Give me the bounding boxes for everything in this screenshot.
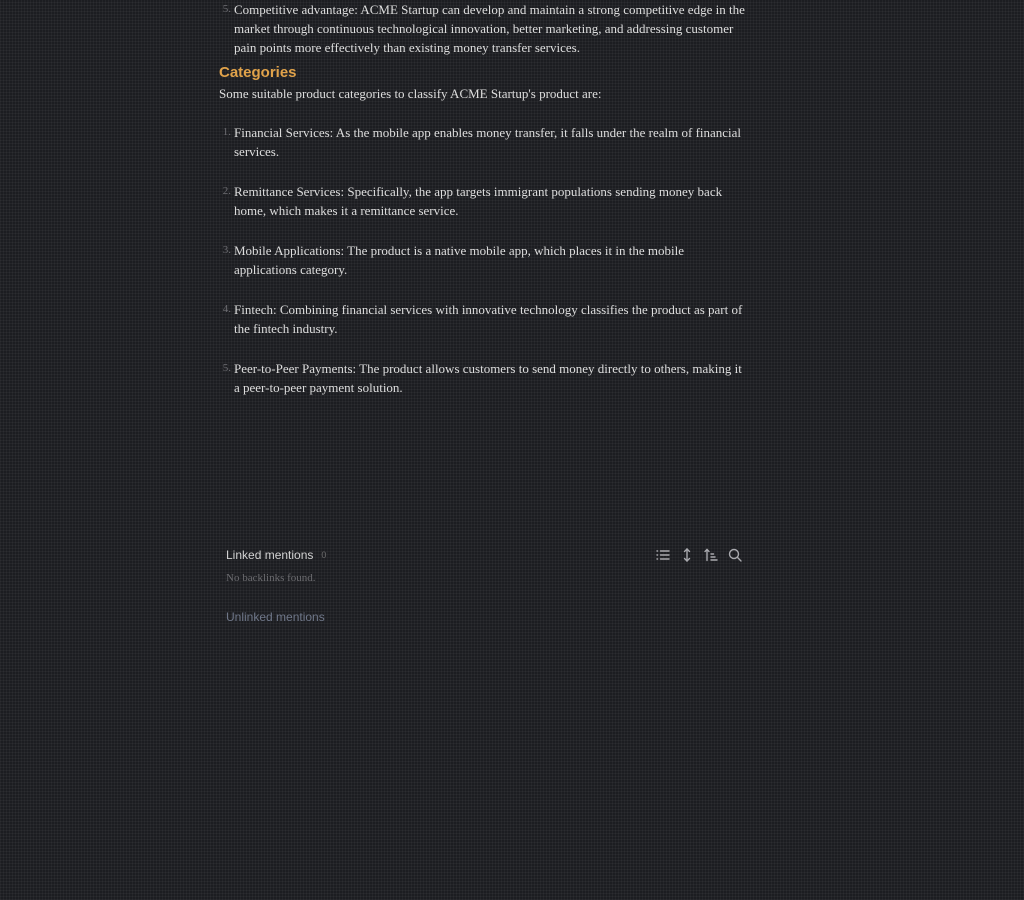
list-item-text: Fintech: Combining financial services with innovative technology classifies the product as part of the fintech industry.: [234, 302, 743, 336]
list-number: 1.: [222, 126, 231, 138]
list-number: 5.: [222, 362, 231, 374]
list-number: 2.: [222, 185, 231, 197]
categories-intro: Some suitable product categories to classify ACME Startup's product are:: [219, 86, 602, 101]
no-backlinks-message: No backlinks found.: [226, 572, 316, 584]
search-icon[interactable]: [726, 546, 744, 564]
list-item-text: Competitive advantage: ACME Startup can develop and maintain a strong competitive edge in the market through continuous technological innovation, better marketing, and addressing customer pain points more effectively than existing money transfer services.: [234, 2, 745, 55]
linked-mentions-title: Linked mentions: [226, 548, 314, 562]
numbered-list: [219, 0, 749, 57]
list-item: [219, 300, 749, 338]
list-icon[interactable]: [654, 546, 672, 564]
linked-mentions-header[interactable]: [226, 540, 744, 570]
list-item: [219, 182, 749, 220]
list-item: [219, 241, 749, 279]
list-item: [219, 0, 749, 57]
list-item-text: Peer-to-Peer Payments: The product allows customers to send money directly to others, making it a peer-to-peer payment solution.: [234, 361, 742, 395]
list-item: [219, 359, 749, 397]
list-number: 5.: [222, 3, 231, 15]
backlinks-pane: [226, 540, 744, 624]
list-item-text: Financial Services: As the mobile app enables money transfer, it falls under the realm of financial services.: [234, 125, 742, 159]
categories-heading: Categories: [219, 64, 297, 81]
unlinked-mentions-toggle[interactable]: Unlinked mentions: [226, 610, 325, 624]
expand-icon[interactable]: [678, 546, 696, 564]
sort-icon[interactable]: [702, 546, 720, 564]
list-number: 3.: [222, 244, 231, 256]
list-number: 4.: [222, 303, 231, 315]
list-item-text: Remittance Services: Specifically, the app targets immigrant populations sending money back home, which makes it a remittance service.: [234, 184, 723, 218]
list-item-text: Mobile Applications: The product is a native mobile app, which places it in the mobile applications category.: [234, 243, 684, 277]
list-item: [219, 123, 749, 161]
backlinks-toolbar: [654, 546, 744, 564]
categories-list: [219, 123, 749, 397]
note-content: [219, 0, 749, 418]
linked-mentions-count: 0: [321, 550, 327, 560]
